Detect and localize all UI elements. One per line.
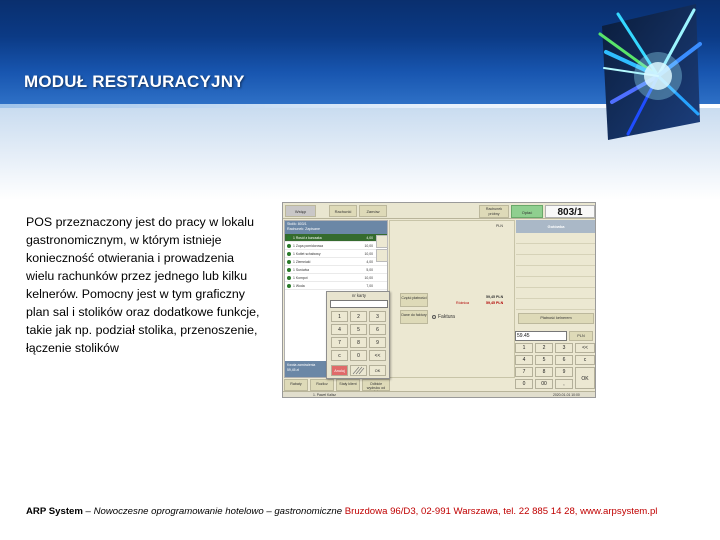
item-status-icon xyxy=(287,244,291,248)
item-amount: 10,00 xyxy=(364,276,373,280)
list-item[interactable] xyxy=(285,234,387,242)
item-status-icon xyxy=(287,276,291,280)
list-item[interactable] xyxy=(285,266,387,274)
card-number-dialog xyxy=(326,291,390,379)
list-item[interactable] xyxy=(285,282,387,290)
item-name: 1 Kompot xyxy=(293,276,308,280)
item-amount: 10,00 xyxy=(364,252,373,256)
order-table-label: Stolik: 803/1 xyxy=(287,222,307,226)
footer-tagline: Nowoczesne oprogramowanie hotelowo – gastronomiczne xyxy=(93,506,343,517)
settle-button[interactable]: Rozlicz xyxy=(310,379,334,391)
list-item[interactable] xyxy=(285,274,387,282)
amount-to-pay: 59,45 PLN xyxy=(486,295,504,299)
keypad-key[interactable]: 8 xyxy=(535,367,553,377)
footer xyxy=(26,506,706,517)
order-total-label: Kwota zamówienia xyxy=(287,363,316,367)
waiter-name: 1. Paweł Kalisz xyxy=(313,393,336,397)
keypad-key[interactable]: 6 xyxy=(555,355,573,365)
keypad-key[interactable]: 8 xyxy=(350,337,367,348)
item-status-icon xyxy=(287,252,291,256)
keypad-key[interactable]: 5 xyxy=(350,324,367,335)
status-datetime: 2020-01-01 10:00 xyxy=(553,393,580,397)
keypad-key[interactable]: 9 xyxy=(369,337,386,348)
keypad-key[interactable]: 3 xyxy=(369,311,386,322)
item-amount: 4,00 xyxy=(366,260,373,264)
waiter-payment-button[interactable]: Płatność kelnerem xyxy=(518,313,594,324)
page-title: MODUŁ RESTAURACYJNY xyxy=(24,72,245,91)
tab-zamow[interactable]: Zamów xyxy=(359,205,387,217)
invoice-label: Faktura xyxy=(438,314,455,320)
test-bill-button[interactable]: Rachunek próbny xyxy=(479,205,509,218)
keypad-key[interactable]: 0 xyxy=(515,379,533,389)
invoice-radio[interactable] xyxy=(432,314,455,320)
reprint-button[interactable]: Odbicie wydruku od xyxy=(362,379,390,391)
order-total-value: 59,45 zł xyxy=(287,368,299,372)
tab-rachunki[interactable]: Rachunki xyxy=(329,205,357,217)
keypad-key[interactable]: 1 xyxy=(515,343,533,353)
keypad-key[interactable]: 7 xyxy=(331,337,348,348)
list-item[interactable] xyxy=(285,250,387,258)
keypad-key[interactable]: 7 xyxy=(515,367,533,377)
keypad-clear[interactable]: c xyxy=(575,355,595,365)
payment-summary-panel xyxy=(389,220,515,378)
item-name: 1 Zupa pomidorowa xyxy=(293,244,323,248)
item-status-icon xyxy=(287,260,291,264)
keypad-key[interactable]: 1 xyxy=(331,311,348,322)
payment-method-header[interactable]: Gotówka xyxy=(516,220,596,233)
item-status-icon xyxy=(287,236,291,240)
keyboard-icon[interactable] xyxy=(350,365,367,376)
keypad-key[interactable]: 00 xyxy=(535,379,553,389)
footer-contact: Bruzdowa 96/D3, 02-991 Warszawa, tel. 22 885 14 28, www.arpsystem.pl xyxy=(342,506,658,517)
keypad-key[interactable]: 3 xyxy=(555,343,573,353)
currency-button[interactable]: PLN xyxy=(569,331,593,341)
keypad-key[interactable]: 5 xyxy=(535,355,553,365)
keypad-key[interactable]: 2 xyxy=(535,343,553,353)
dialog-cancel-button[interactable]: Anuluj xyxy=(331,365,348,376)
footer-dash: – xyxy=(82,506,94,517)
list-item[interactable] xyxy=(285,258,387,266)
pay-button[interactable]: Opłać xyxy=(511,205,543,218)
item-amount: 4,00 xyxy=(366,236,373,240)
item-amount: 7,00 xyxy=(366,284,373,288)
footer-company: ARP System xyxy=(26,506,83,517)
scroll-up-icon[interactable] xyxy=(376,235,388,248)
item-name: 1 Surówka xyxy=(293,268,310,272)
keypad-key[interactable]: , xyxy=(555,379,573,389)
item-amount: 10,00 xyxy=(364,244,373,248)
list-item[interactable] xyxy=(285,242,387,250)
dialog-title: nr karty xyxy=(352,293,366,298)
keypad-key[interactable]: 4 xyxy=(331,324,348,335)
amount-input[interactable] xyxy=(515,331,567,341)
tab-wstep[interactable]: Wstęp xyxy=(285,205,316,217)
decorative-light-burst-logo xyxy=(598,4,702,140)
item-status-icon xyxy=(287,268,291,272)
discounts-button[interactable]: Rabaty xyxy=(284,379,308,391)
keypad-key[interactable]: 4 xyxy=(515,355,533,365)
item-name: 1 Rosół z kurczaka xyxy=(293,236,322,240)
keypad-key[interactable]: 0 xyxy=(350,350,367,361)
pos-toolbar xyxy=(283,203,596,219)
order-tools xyxy=(376,235,388,263)
pos-screenshot xyxy=(282,202,596,398)
item-name: 1 Woda xyxy=(293,284,305,288)
pos-bottom-bar xyxy=(284,379,596,391)
item-name: 1 Ziemniaki xyxy=(293,260,311,264)
regular-customer-button[interactable]: Stały klient xyxy=(336,379,360,391)
keypad-key[interactable]: 2 xyxy=(350,311,367,322)
keypad-key[interactable]: 6 xyxy=(369,324,386,335)
keypad-ok-button[interactable]: OK xyxy=(575,367,595,389)
hatch-icon xyxy=(351,366,366,375)
table-number: 803/1 xyxy=(545,205,595,218)
keypad-backspace[interactable]: << xyxy=(575,343,595,353)
difference-label: Różnica xyxy=(456,301,469,305)
item-name: 1 Kotlet schabowy xyxy=(293,252,321,256)
keypad-backspace[interactable]: << xyxy=(369,350,386,361)
pos-status-bar xyxy=(283,391,596,398)
card-number-input[interactable] xyxy=(330,300,388,308)
invoice-data-button[interactable]: Dane do faktury xyxy=(400,310,428,324)
radio-icon xyxy=(432,315,436,319)
dialog-ok-button[interactable]: OK xyxy=(369,365,386,376)
item-amount: 5,00 xyxy=(366,268,373,272)
currency-label: PLN xyxy=(496,224,503,228)
description-text: POS przeznaczony jest do pracy w lokalu gastronomicznym, w którym istnieje konieczność otwierania i prowadzenia wielu rachunków przez jednego lub kilku kelnerów. Pomocny jest w tym graficzny plan sal i stolików oraz dodatkowe funkcje, takie jak np. podział stolika, przenoszenie, łączenie stolików xyxy=(26,215,260,355)
order-status-label: Rachunek: Zapisane xyxy=(287,227,320,231)
partial-payment-button[interactable]: Część płatności xyxy=(400,293,428,307)
keypad-clear[interactable]: c xyxy=(331,350,348,361)
order-list-header xyxy=(285,221,387,234)
item-status-icon xyxy=(287,284,291,288)
difference-value: 59,45 PLN xyxy=(486,301,504,305)
keypad-key[interactable]: 9 xyxy=(555,367,573,377)
scroll-down-icon[interactable] xyxy=(376,249,388,262)
